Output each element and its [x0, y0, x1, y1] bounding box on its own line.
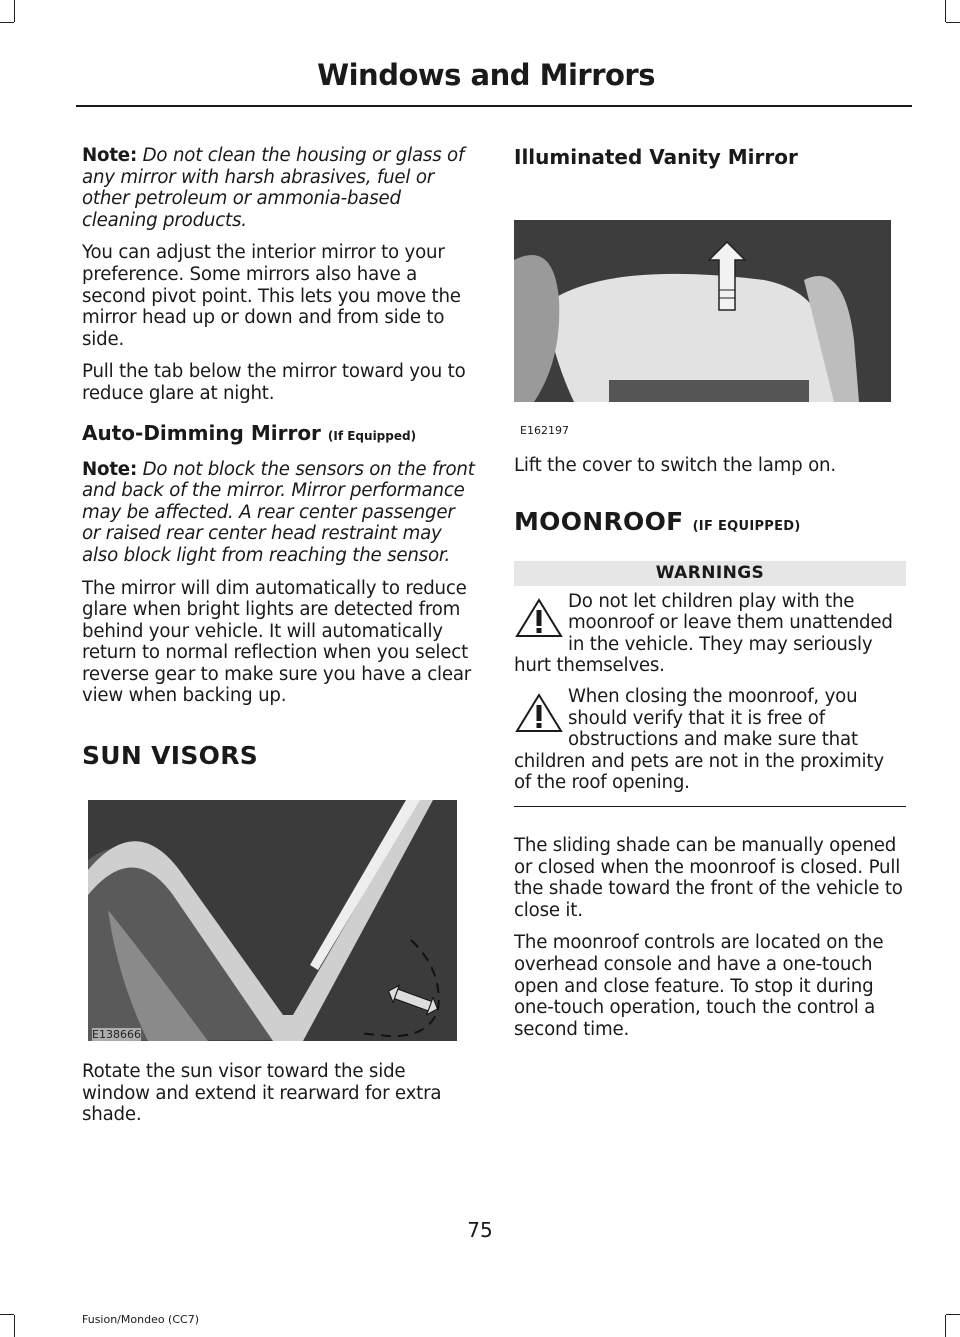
paragraph-moonroof-controls: The moonroof controls are located on the overhead console and have a one-touch open and close feature. To stop it during one-touch operation, touch the control a second time.: [514, 932, 884, 1040]
heading-moonroof: [514, 507, 906, 536]
heading-auto-dimming: [82, 421, 475, 445]
figure-code: E138666: [92, 1028, 141, 1042]
paragraph-vanity-caption: Lift the cover to switch the lamp on.: [514, 455, 836, 476]
warning-triangle-icon: [514, 597, 564, 639]
sun-visor-illustration: [88, 800, 457, 1041]
crop-mark: [946, 1314, 960, 1315]
heading-text: Auto-Dimming Mirror: [82, 420, 321, 445]
crop-mark: [14, 0, 15, 22]
footer-model: Fusion/Mondeo (CC7): [82, 1313, 200, 1326]
crop-mark: [945, 0, 946, 22]
warnings-end-rule: [514, 806, 906, 807]
note-label: Note:: [82, 145, 138, 166]
warning-text: Do not let children play with the moonroof or leave them unattended in the vehicle. They may seriously hurt themselves.: [514, 590, 893, 677]
vanity-mirror-illustration: [514, 220, 891, 402]
heading-text: MOONROOF: [514, 506, 684, 536]
paragraph-auto-dim: The mirror will dim automatically to reduce glare when bright lights are detected from behind your vehicle. It will automatically return to normal reflection when you select reverse gear to make sure you have a clear view when backing up.: [82, 577, 472, 707]
heading-sun-visors: SUN VISORS: [82, 741, 259, 771]
paragraph-interior-mirror: You can adjust the interior mirror to your preference. Some mirrors also have a second pivot point. This lets you move the mirror head up or down and from side to side.: [82, 242, 461, 350]
note-text: Do not block the sensors on the front and back of the mirror. Mirror performance may be affected. A rear center passenger or raised rear center head restraint may also block light from reaching the sensor.: [82, 458, 475, 566]
crop-mark: [0, 22, 14, 23]
note-sensors: [82, 459, 475, 567]
page-title: Windows and Mirrors: [317, 58, 655, 92]
warning-triangle-icon: [514, 692, 564, 734]
vanity-mirror-drawing: [514, 220, 891, 402]
right-column: [514, 145, 906, 1051]
crop-mark: [946, 22, 960, 23]
crop-mark: [945, 1315, 946, 1337]
note-cleaning: [82, 145, 475, 231]
crop-mark: [0, 1314, 14, 1315]
warning-obstructions: [514, 686, 906, 794]
sun-visor-drawing: [88, 800, 457, 1041]
page-number: 75: [467, 1218, 493, 1242]
crop-mark: [14, 1315, 15, 1337]
figure-code: E162197: [520, 424, 569, 437]
warnings-bar: WARNINGS: [514, 561, 906, 586]
heading-vanity-mirror: Illuminated Vanity Mirror: [514, 145, 798, 169]
paragraph-visor-caption: Rotate the sun visor toward the side window and extend it rearward for extra shade.: [82, 1061, 442, 1126]
heading-qualifier: (If Equipped): [327, 428, 417, 443]
paragraph-glare-tab: Pull the tab below the mirror toward you to reduce glare at night.: [82, 361, 466, 404]
note-label: Note:: [82, 458, 138, 480]
warning-children: [514, 591, 906, 677]
heading-qualifier: (IF EQUIPPED): [692, 518, 801, 534]
left-column: [82, 145, 475, 1137]
note-text: Do not clean the housing or glass of any mirror with harsh abrasives, fuel or other petroleum or ammonia-based cleaning products.: [82, 145, 465, 231]
paragraph-sliding-shade: The sliding shade can be manually opened or closed when the moonroof is closed. Pull the shade toward the front of the vehicle to close it.: [514, 834, 903, 921]
header-rule: [76, 105, 912, 107]
warning-text: When closing the moonroof, you should verify that it is free of obstructions and make sure that children and pets are not in the proximity of the roof opening.: [514, 685, 884, 794]
